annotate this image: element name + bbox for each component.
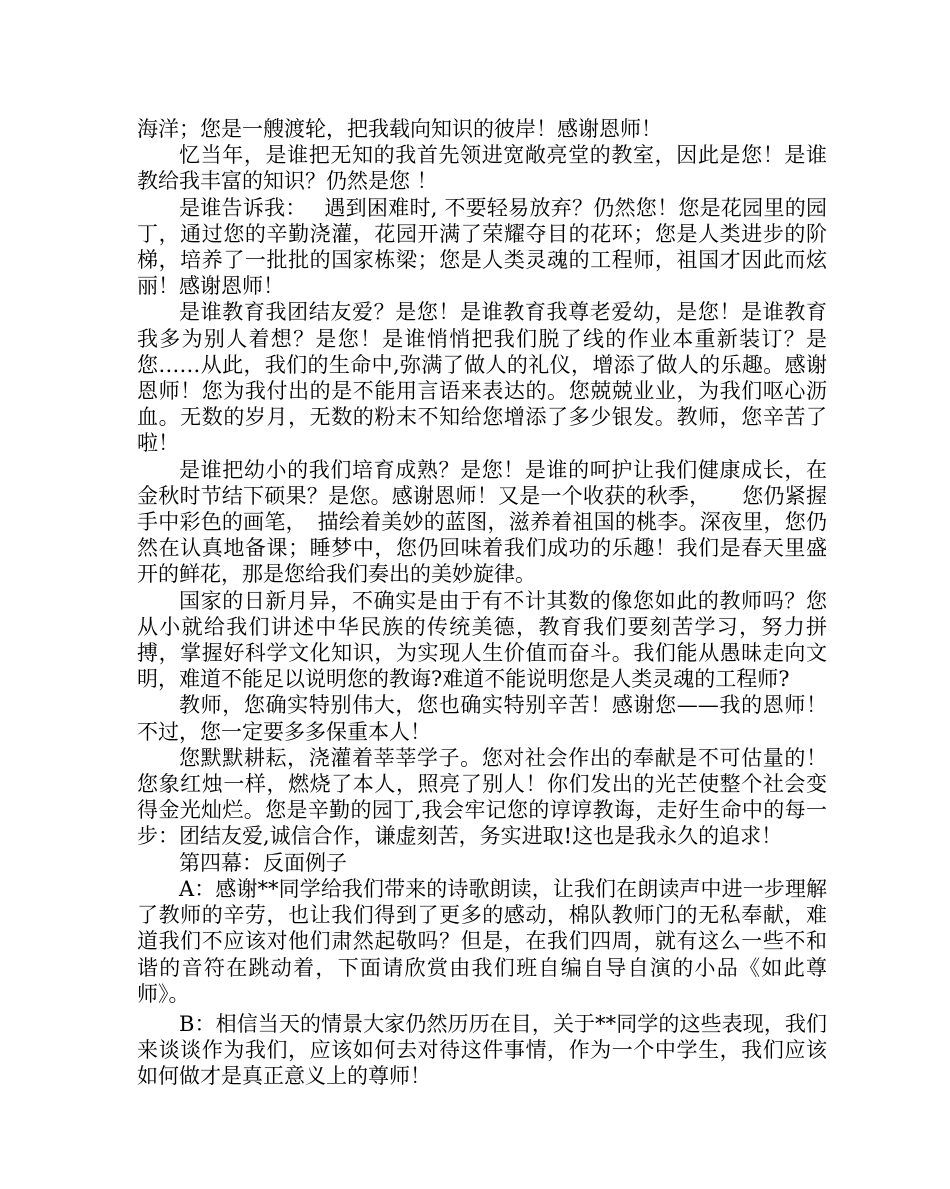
paragraph: 是谁把幼小的我们培育成熟？是您！是谁的呵护让我们健康成长，在金秋时节结下硕果？是您。感谢恩师！又是一个收获的秋季， 您仍紧握手中彩色的画笔， 描绘着美妙的蓝图，滋养着祖国的桃李。深夜里，您仍然在认真地备课；睡梦中，您仍回味着我们成功的乐趣！我们是春天里盛开的鲜花，那是您给我们奏出的美妙旋律。 [137,457,827,587]
paragraph: 是谁告诉我： 遇到困难时, 不要轻易放弃？仍然您！您是花园里的园丁，通过您的辛勤浇灌，花园开满了荣耀夺目的花环；您是人类进步的阶梯，培养了一批批的国家栋梁；您是人类灵魂的工程师，祖国才因此而炫丽！感谢恩师！ [137,195,827,299]
paragraph: 您默默耕耘，浇灌着莘莘学子。您对社会作出的奉献是不可估量的！您象红烛一样，燃烧了本人，照亮了别人！你们发出的光芒使整个社会变得金光灿烂。您是辛勤的园丁,我会牢记您的谆谆教诲，走好生命中的每一步：团结友爱,诚信合作，谦虚刻苦，务实进取!这也是我永久的追求！ [137,745,827,849]
section-heading: 第四幕：反面例子 [179,850,347,875]
paragraph: 国家的日新月异，不确实是由于有不计其数的像您如此的教师吗？您从小就给我们讲述中华民族的传统美德，教育我们要刻苦学习，努力拼搏，掌握好科学文化知识，为实现人生价值而奋斗。我们能从愚昧走向文明，难道不能足以说明您的教诲?难道不能说明您是人类灵魂的工程师? [137,588,827,692]
paragraph: 是谁教育我团结友爱？是您！是谁教育我尊老爱幼，是您！是谁教育我多为别人着想？是您！是谁悄悄把我们脱了线的作业本重新装订？是您……从此，我们的生命中,弥满了做人的礼仪，增添了做人的乐趣。感谢恩师！您为我付出的是不能用言语来表达的。您兢兢业业，为我们呕心沥血。无数的岁月，无数的粉末不知给您增添了多少银发。教师，您辛苦了啦！ [137,300,827,456]
paragraph: 海洋；您是一艘渡轮，把我载向知识的彼岸！感谢恩师！ [137,117,662,141]
paragraph: 教师，您确实特别伟大，您也确实特别辛苦！感谢您——我的恩师！不过，您一定要多多保重本人！ [137,693,827,744]
document-body [137,116,827,1090]
paragraph: A：感谢**同学给我们带来的诗歌朗读，让我们在朗读声中进一步理解了教师的辛劳，也让我们得到了更多的感动，棉队教师门的无私奉献，难道我们不应该对他们肃然起敬吗？但是，在我们四周，就有这么一些不和谐的音符在跳动着，下面请欣赏由我们班自编自导自演的小品《如此尊师》。 [137,876,827,1006]
paragraph: 忆当年，是谁把无知的我首先领进宽敞亮堂的教室，因此是您！是谁教给我丰富的知识？仍然是您 ！ [137,143,827,194]
paragraph: B：相信当天的情景大家仍然历历在目，关于**同学的这些表现，我们来谈谈作为我们，应该如何去对待这件事情，作为一个中学生，我们应该如何做才是真正意义上的尊师！ [137,1011,827,1089]
